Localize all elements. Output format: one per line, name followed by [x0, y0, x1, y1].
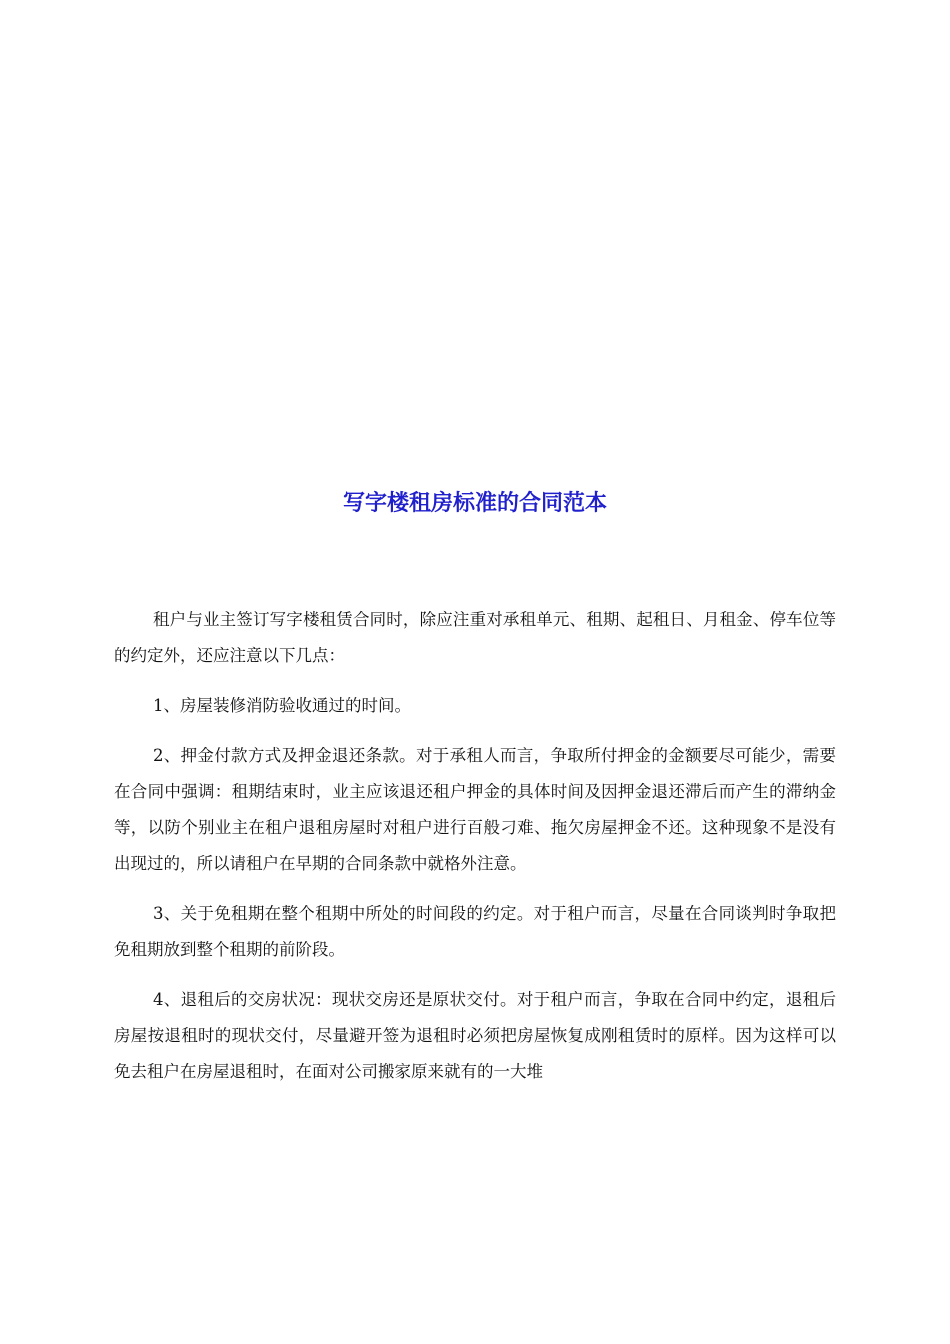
document-title: 写字楼租房标准的合同范本: [342, 490, 607, 516]
clause-2-paragraph: 2、押金付款方式及押金退还条款。对于承租人而言，争取所付押金的金额要尽可能少，需要在合同中强调：租期结束时，业主应该退还租户押金的具体时间及因押金退还滞后而产生的滞纳金等，以防个别业主在租户退租房屋时对租户进行百般刁难、拖欠房屋押金不还。这种现象不是没有出现过的，所以请租户在早期的合同条款中就格外注意。: [114, 746, 836, 873]
clause-3-paragraph: 3、关于免租期在整个租期中所处的时间段的约定。对于租户而言，尽量在合同谈判时争取把免租期放到整个租期的前阶段。: [114, 904, 836, 959]
clause-1-paragraph: 1、房屋装修消防验收通过的时间。: [153, 696, 411, 715]
intro-paragraph: 租户与业主签订写字楼租赁合同时，除应注重对承租单元、租期、起租日、月租金、停车位等的约定外，还应注意以下几点：: [114, 610, 836, 665]
clause-4-paragraph: 4、退租后的交房状况：现状交房还是原状交付。对于租户而言，争取在合同中约定，退租后房屋按退租时的现状交付，尽量避开签为退租时必须把房屋恢复成刚租赁时的原样。因为这样可以免去租户在房屋退租时，在面对公司搬家原来就有的一大堆: [114, 990, 836, 1081]
document-body: [114, 602, 836, 1104]
